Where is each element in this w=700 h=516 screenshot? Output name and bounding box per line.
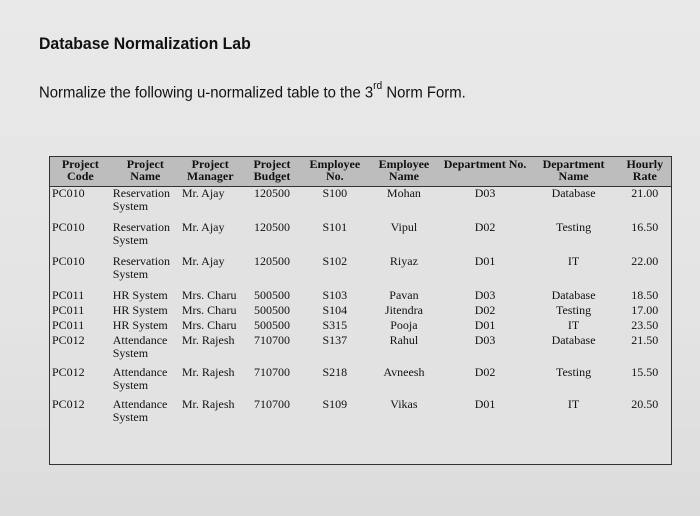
cell-project-manager: Mr. Ajay [181, 186, 225, 200]
instruction-text [39, 82, 466, 102]
cell-project-manager: Mrs. Charu [181, 303, 237, 317]
cell-employee-name: Vikas [390, 397, 418, 411]
table-row [50, 398, 671, 430]
cell-project-code: PC012 [52, 397, 85, 411]
cell-employee-name: Jitendra [384, 303, 423, 317]
cell-department-no: D01 [474, 318, 496, 332]
cell-employee-no: S101 [322, 220, 348, 234]
cell-project-name: HR System [112, 303, 168, 317]
cell-employee-no: S100 [322, 186, 348, 200]
cell-hourly-rate: 21.00 [631, 186, 659, 200]
cell-project-name: Attendance System [112, 365, 168, 392]
cell-project-code: PC011 [52, 303, 85, 317]
cell-employee-no: S218 [322, 365, 348, 379]
cell-project-manager: Mrs. Charu [181, 288, 237, 302]
cell-department-name: Testing [555, 303, 592, 317]
cell-department-name: Testing [555, 365, 592, 379]
cell-employee-no: S137 [322, 333, 348, 347]
cell-hourly-rate: 16.50 [631, 220, 659, 234]
cell-project-name: Reservation System [112, 220, 171, 247]
cell-project-budget: 500500 [253, 303, 290, 317]
table-row [50, 334, 671, 366]
cell-hourly-rate: 15.50 [631, 365, 659, 379]
cell-project-name: HR System [112, 318, 168, 332]
instruction-before: Normalize the following u-normalized table to the 3 [39, 84, 374, 102]
header-department-no: Department No. [442, 157, 529, 187]
cell-project-code: PC012 [52, 333, 85, 347]
cell-department-no: D01 [474, 397, 496, 411]
cell-employee-name: Avneesh [383, 365, 425, 379]
cell-employee-no: S315 [322, 318, 348, 332]
cell-project-manager: Mr. Rajesh [181, 397, 235, 411]
cell-project-code: PC010 [52, 186, 85, 200]
cell-project-code: PC010 [52, 220, 85, 234]
cell-department-name: Testing [555, 220, 592, 234]
header-employee-name: Employee Name [366, 157, 441, 187]
cell-hourly-rate: 20.50 [631, 397, 659, 411]
cell-employee-name: Rahul [389, 333, 419, 347]
cell-project-budget: 120500 [253, 186, 290, 200]
cell-department-name: Database [551, 288, 596, 302]
cell-department-no: D01 [474, 254, 496, 268]
header-project-name: Project Name [111, 157, 180, 187]
cell-department-no: D02 [474, 303, 496, 317]
cell-employee-name: Vipul [390, 220, 418, 234]
header-project-budget: Project Budget [241, 157, 304, 187]
instruction-after: Norm Form. [382, 84, 466, 102]
cell-project-manager: Mr. Rajesh [181, 333, 235, 347]
cell-project-manager: Mr. Rajesh [181, 365, 235, 379]
cell-project-budget: 500500 [253, 318, 290, 332]
cell-project-budget: 710700 [253, 397, 290, 411]
page-title: Database Normalization Lab [39, 34, 251, 53]
cell-project-manager: Mr. Ajay [181, 254, 225, 268]
table-row [50, 289, 671, 304]
cell-project-code: PC012 [52, 365, 85, 379]
cell-project-manager: Mr. Ajay [181, 220, 225, 234]
header-project-manager: Project Manager [180, 157, 241, 187]
cell-employee-no: S102 [322, 254, 348, 268]
unnormalized-table [49, 156, 672, 465]
cell-project-budget: 710700 [253, 333, 290, 347]
cell-employee-no: S103 [322, 288, 348, 302]
cell-department-no: D03 [474, 186, 496, 200]
header-project-code: Project Code [50, 157, 111, 187]
cell-employee-name: Mohan [386, 186, 421, 200]
table-row [50, 221, 671, 255]
cell-project-budget: 500500 [253, 288, 290, 302]
cell-project-name: Reservation System [112, 186, 171, 213]
table-row [50, 319, 671, 334]
cell-hourly-rate: 23.50 [631, 318, 659, 332]
cell-project-name: Attendance System [112, 397, 168, 424]
table-row [50, 187, 671, 222]
cell-project-name: Attendance System [112, 333, 168, 360]
cell-project-code: PC010 [52, 254, 85, 268]
table-header-row [50, 157, 671, 187]
cell-employee-name: Pavan [389, 288, 419, 302]
cell-department-no: D02 [474, 365, 496, 379]
cell-hourly-rate: 17.00 [631, 303, 659, 317]
cell-project-code: PC011 [52, 318, 85, 332]
table-row [50, 366, 671, 398]
header-employee-no: Employee No. [303, 157, 366, 187]
instruction-superscript: rd [373, 80, 383, 92]
cell-project-manager: Mrs. Charu [181, 318, 237, 332]
cell-department-name: IT [567, 318, 580, 332]
cell-department-name: IT [567, 254, 580, 268]
cell-project-name: HR System [112, 288, 168, 302]
table-row [50, 304, 671, 319]
cell-department-no: D02 [474, 220, 496, 234]
cell-project-name: Reservation System [112, 254, 171, 281]
cell-project-budget: 710700 [253, 365, 290, 379]
cell-department-no: D03 [474, 333, 496, 347]
cell-department-name: IT [567, 397, 580, 411]
cell-employee-name: Riyaz [389, 254, 418, 268]
table-row [50, 255, 671, 289]
cell-employee-no: S104 [322, 303, 348, 317]
cell-project-budget: 120500 [253, 254, 290, 268]
cell-employee-no: S109 [322, 397, 348, 411]
cell-department-name: Database [551, 186, 596, 200]
cell-hourly-rate: 21.50 [631, 333, 659, 347]
cell-employee-name: Pooja [390, 318, 418, 332]
header-hourly-rate: Hourly Rate [619, 157, 671, 187]
cell-department-name: Database [551, 333, 596, 347]
header-department-name: Department Name [529, 157, 619, 187]
cell-project-budget: 120500 [253, 220, 290, 234]
cell-hourly-rate: 22.00 [631, 254, 659, 268]
cell-hourly-rate: 18.50 [631, 288, 659, 302]
cell-project-code: PC011 [52, 288, 85, 302]
cell-department-no: D03 [474, 288, 496, 302]
